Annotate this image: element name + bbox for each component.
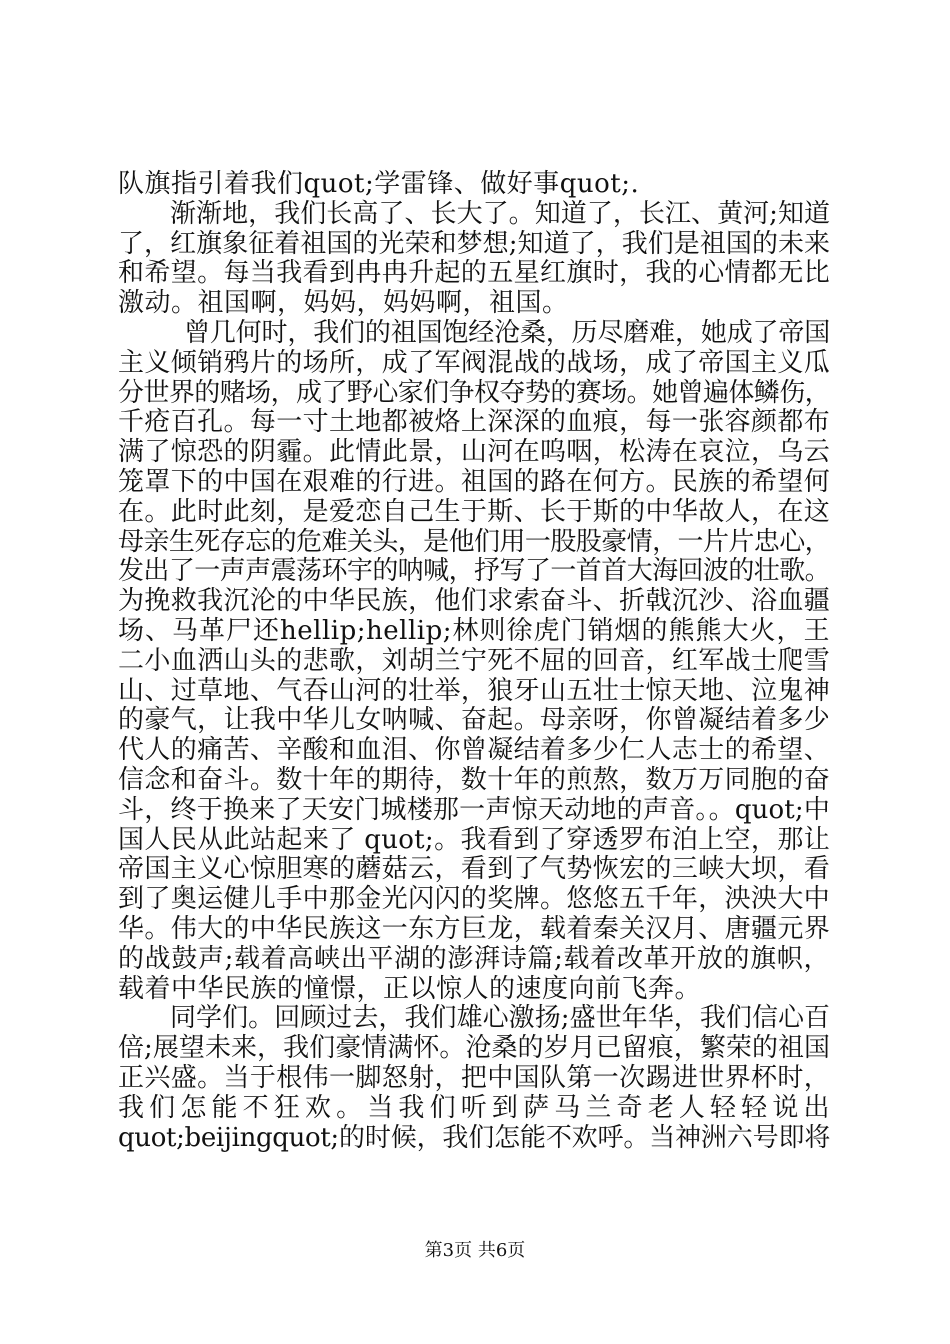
text-line: 到了奥运健儿手中那金光闪闪的奖牌。悠悠五千年，泱泱大中 [118,884,830,915]
text-line: 渐渐地，我们长高了、长大了。知道了，长江、黄河;知道 [170,198,830,229]
text-line: 主义倾销鸦片的场所，成了军阀混战的战场，成了帝国主义瓜 [118,347,830,378]
text-line: 的战鼓声;载着高峡出平湖的澎湃诗篇;载着改革开放的旗帜， [118,943,830,974]
text-line: 斗，终于换来了天安门城楼那一声惊天动地的声音。。quot;中 [118,794,830,825]
text-line: 队旗指引着我们quot;学雷锋、做好事quot;. [118,169,640,199]
text-line: 母亲生死存忘的危难关头，是他们用一股股豪情，一片片忠心， [118,526,830,557]
text-line: 信念和奋斗。数十年的期待，数十年的煎熬，数万万同胞的奋 [118,764,830,795]
text-line: 华。伟大的中华民族这一东方巨龙，载着秦关汉月、唐疆元界 [118,913,830,944]
text-line: 在。此时此刻，是爱恋自己生于斯、长于斯的中华故人，在这 [118,496,830,527]
text-line: 倍;展望未来，我们豪情满怀。沧桑的岁月已留痕，繁荣的祖国 [118,1033,830,1064]
text-line: 代人的痛苦、辛酸和血泪、你曾凝结着多少仁人志士的希望、 [118,735,830,766]
page-number-footer: 第3页 共6页 [424,1240,526,1261]
text-line: 千疮百孔。每一寸土地都被烙上深深的血痕，每一张容颜都布 [118,407,830,438]
text-line: 为挽救我沉沦的中华民族，他们求索奋斗、折戟沉沙、浴血疆 [118,586,830,617]
text-line: 和希望。每当我看到冉冉升起的五星红旗时，我的心情都无比 [118,258,830,289]
text-line: 载着中华民族的憧憬，正以惊人的速度向前飞奔。 [118,973,702,1004]
text-line: 曾几何时，我们的祖国饱经沧桑，历尽磨难，她成了帝国 [184,317,830,348]
text-line: 山、过草地、气吞山河的壮举，狼牙山五壮士惊天地、泣鬼神 [118,675,830,706]
text-line: quot;beijingquot;的时候，我们怎能不欢呼。当神洲六号即将 [118,1122,830,1153]
text-line: 分世界的赌场，成了野心家们争权夺势的赛场。她曾遍体鳞伤， [118,377,830,408]
text-line: 笼罩下的中国在艰难的行进。祖国的路在何方。民族的希望何 [118,466,830,497]
text-line: 我们怎能不狂欢。当我们听到萨马兰奇老人轻轻说出 [118,1092,830,1123]
text-line: 发出了一声声震荡环宇的呐喊，抒写了一首首大海回波的壮歌。 [118,556,830,587]
text-line: 的豪气，让我中华儿女呐喊、奋起。母亲呀，你曾凝结着多少 [118,705,830,736]
text-line: 激动。祖国啊，妈妈，妈妈啊，祖国。 [118,288,569,319]
text-line: 二小血洒山头的悲歌，刘胡兰宁死不屈的回音，红军战士爬雪 [118,645,830,676]
text-line: 满了惊恐的阴霾。此情此景，山河在呜咽，松涛在哀泣，乌云 [118,437,830,468]
text-line: 帝国主义心惊胆寒的蘑菇云，看到了气势恢宏的三峡大坝，看 [118,854,830,885]
text-line: 正兴盛。当于根伟一脚怒射，把中国队第一次踢进世界杯时， [118,1062,830,1093]
text-line: 场、马革尸还hellip;hellip;林则徐虎门销烟的熊熊大火，王 [118,615,830,646]
text-line: 同学们。回顾过去，我们雄心激扬;盛世年华，我们信心百 [170,1003,830,1034]
text-line: 了，红旗象征着祖国的光荣和梦想;知道了，我们是祖国的未来 [118,228,830,259]
text-line: 国人民从此站起来了 quot;。我看到了穿透罗布泊上空，那让 [118,824,830,855]
document-body [118,170,830,1153]
